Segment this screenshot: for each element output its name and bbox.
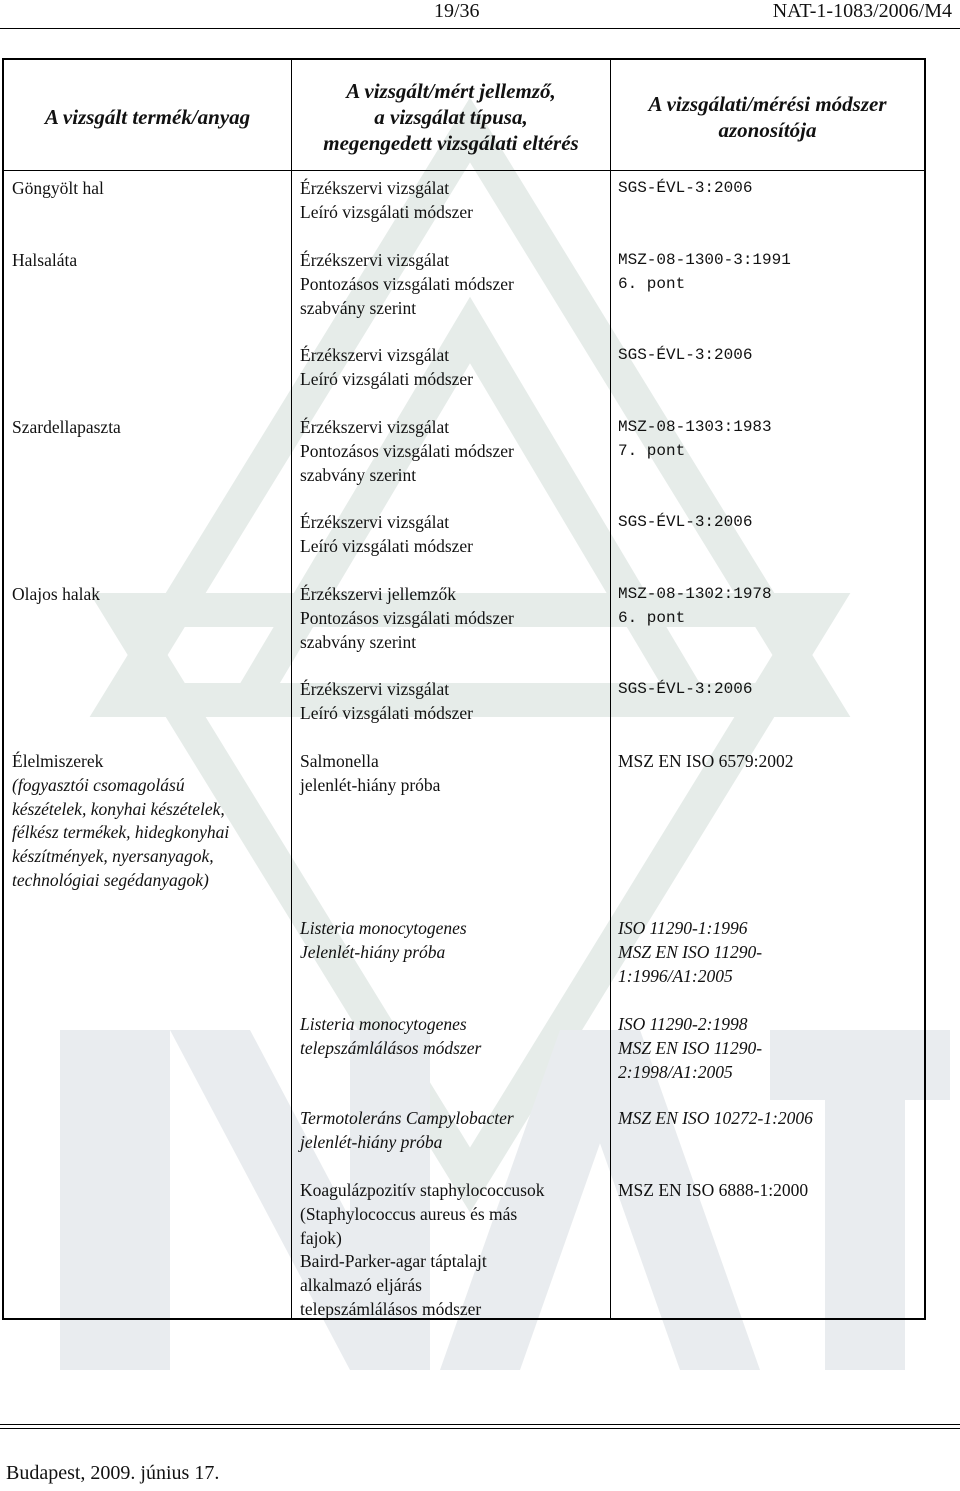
- property-cell: Termotoleráns Campylobacter jelenlét-hiány próba: [300, 1108, 514, 1152]
- column-header-method: A vizsgálati/mérési módszer azonosítója: [648, 92, 887, 142]
- product-cell: Szardellapaszta: [12, 417, 121, 437]
- method-cell: MSZ-08-1300-3:1991 6. pont: [618, 251, 791, 293]
- method-cell: ISO 11290-2:1998 MSZ EN ISO 11290- 2:1998/A1:2005: [618, 1014, 763, 1082]
- product-cell: Halsaláta: [12, 250, 78, 270]
- column-header-product: A vizsgált termék/anyag: [44, 105, 251, 129]
- footer-rule: [0, 1428, 960, 1429]
- property-cell: Koagulázpozitív staphylococcusok (Staphylococcus aureus és más fajok) Baird-Parker-agar táptalajt alkalmazó eljárás telepszámlálásos módszer: [300, 1180, 545, 1319]
- method-cell: MSZ-08-1302:1978 6. pont: [618, 585, 772, 627]
- property-cell: Érzékszervi vizsgálat Pontozásos vizsgálati módszer szabvány szerint: [300, 250, 514, 318]
- property-cell: Érzékszervi vizsgálat Leíró vizsgálati módszer: [300, 512, 473, 556]
- product-cell: Göngyölt hal: [12, 178, 104, 198]
- method-cell: MSZ EN ISO 10272-1:2006: [618, 1108, 813, 1128]
- property-cell: Érzékszervi vizsgálat Pontozásos vizsgálati módszer szabvány szerint: [300, 417, 514, 485]
- method-cell: MSZ EN ISO 6888-1:2000: [618, 1180, 809, 1200]
- page-number: 19/36: [434, 0, 480, 22]
- property-cell: Salmonella jelenlét-hiány próba: [300, 751, 441, 795]
- property-cell: Érzékszervi vizsgálat Leíró vizsgálati módszer: [300, 345, 473, 389]
- product-cell: Élelmiszerek (fogyasztói csomagolású készételek, konyhai készételek, félkész termékek, hidegkonyhai készítmények, nyersanyagok, technológiai segédanyagok): [12, 751, 230, 890]
- column-divider: [291, 60, 292, 1318]
- method-cell: SGS-ÉVL-3:2006: [618, 346, 753, 364]
- product-cell: Olajos halak: [12, 584, 100, 604]
- header-row-divider: [4, 170, 924, 171]
- test-scope-table: [2, 58, 926, 1320]
- method-cell: ISO 11290-1:1996 MSZ EN ISO 11290- 1:1996/A1:2005: [618, 918, 763, 986]
- column-header-property: A vizsgált/mért jellemző, a vizsgálat típusa, megengedett vizsgálati eltérés: [323, 79, 579, 155]
- method-cell: MSZ-08-1303:1983 7. pont: [618, 418, 772, 460]
- footer-rule: [0, 1424, 960, 1425]
- document-id: NAT-1-1083/2006/M4: [772, 0, 952, 22]
- method-cell: SGS-ÉVL-3:2006: [618, 680, 753, 698]
- column-divider: [610, 60, 611, 1318]
- method-cell: SGS-ÉVL-3:2006: [618, 179, 753, 197]
- property-cell: Érzékszervi jellemzők Pontozásos vizsgálati módszer szabvány szerint: [300, 584, 514, 652]
- property-cell: Érzékszervi vizsgálat Leíró vizsgálati módszer: [300, 679, 473, 723]
- method-cell: MSZ EN ISO 6579:2002: [618, 751, 794, 771]
- property-cell: Listeria monocytogenes telepszámlálásos módszer: [300, 1014, 482, 1058]
- property-cell: Érzékszervi vizsgálat Leíró vizsgálati módszer: [300, 178, 473, 222]
- footer-place-date: Budapest, 2009. június 17.: [6, 1462, 220, 1484]
- property-cell: Listeria monocytogenes Jelenlét-hiány próba: [300, 918, 467, 962]
- method-cell: SGS-ÉVL-3:2006: [618, 513, 753, 531]
